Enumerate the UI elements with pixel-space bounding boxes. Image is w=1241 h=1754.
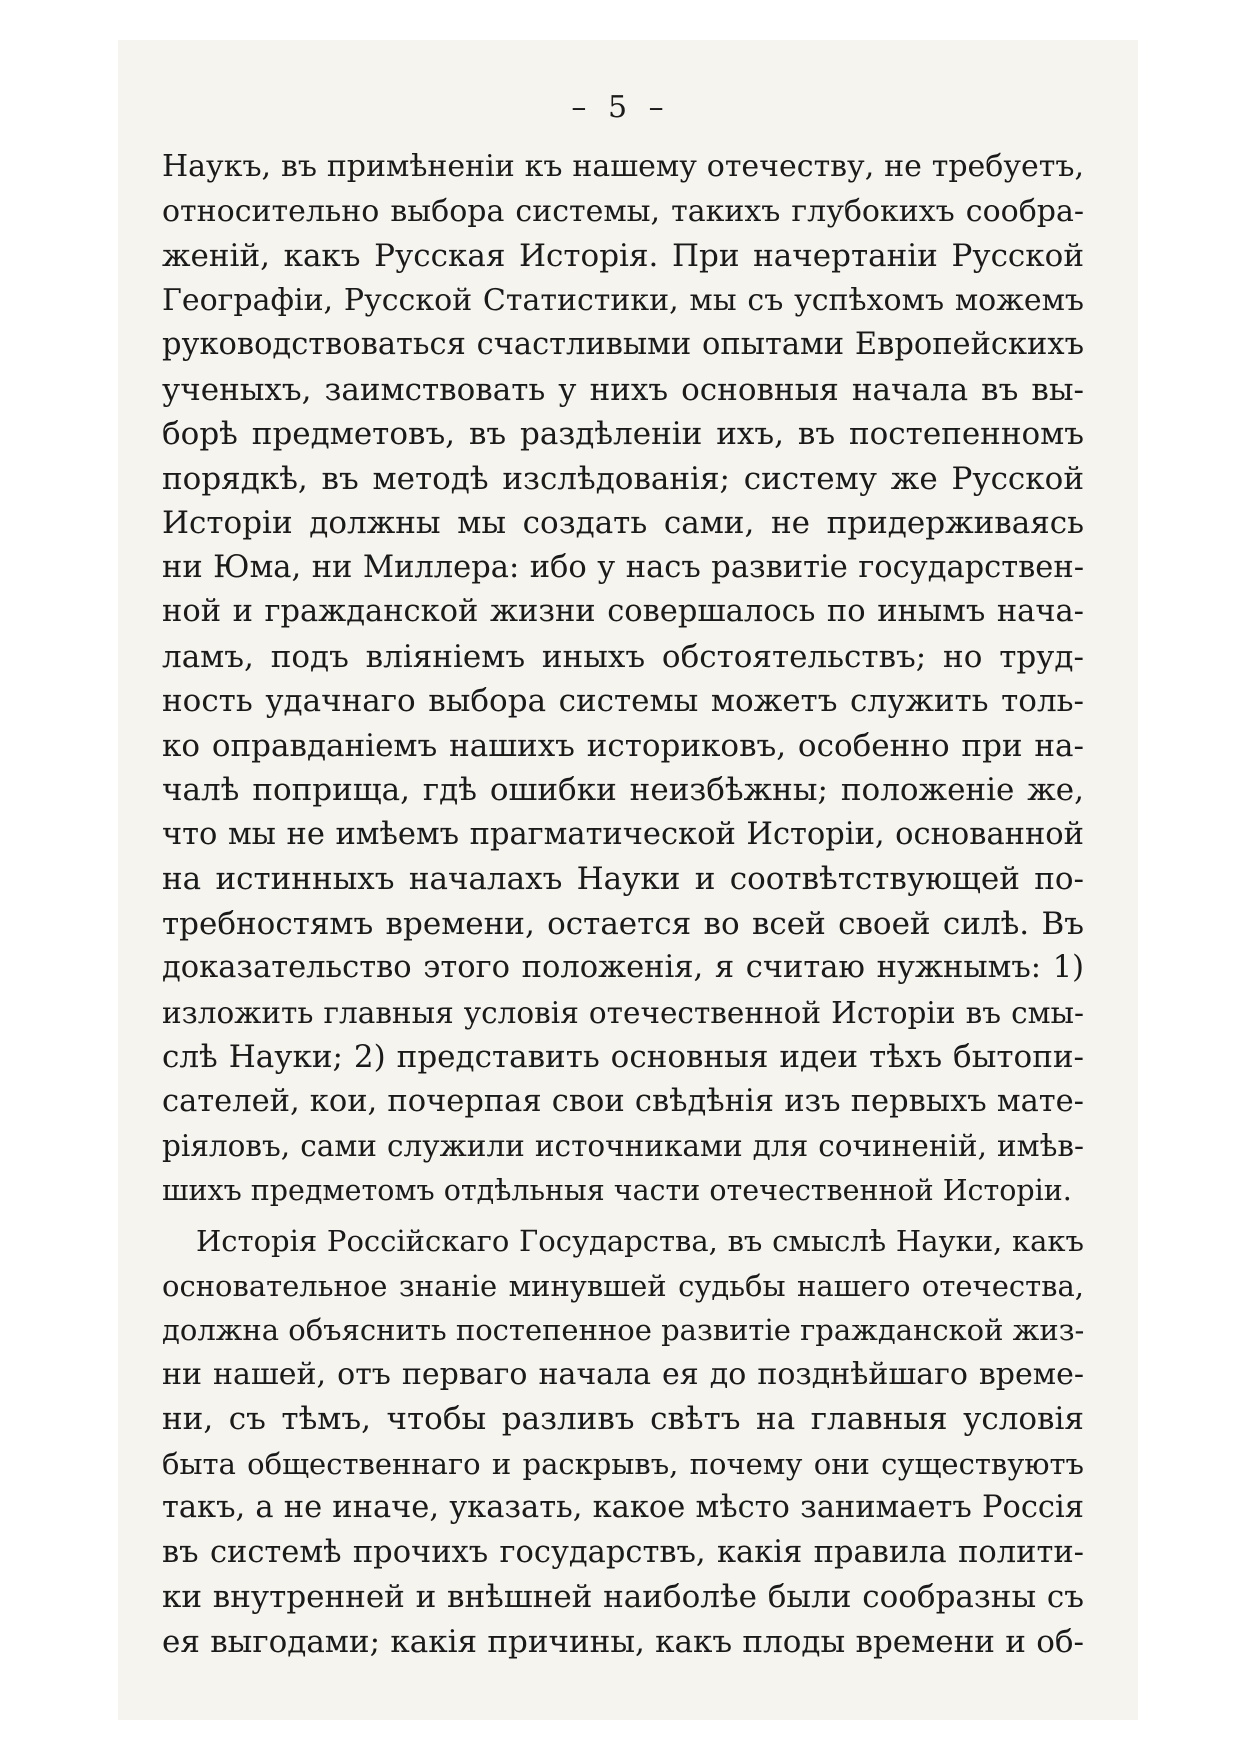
text-line: ки внутренней и внѣшней наиболѣе были сообразны съ — [162, 1579, 1084, 1615]
text-line: борѣ предметовъ, въ раздѣленіи ихъ, въ постепенномъ — [162, 416, 1084, 452]
text-line: ламъ, подъ вліяніемъ иныхъ обстоятельствъ; но труд- — [162, 638, 1084, 675]
paragraph-1 — [162, 145, 1084, 1213]
text-line: ріяловъ, сами служили источниками для сочиненій, имѣв- — [162, 1129, 1084, 1163]
text-line: относительно выбора системы, такихъ глубокихъ сообра- — [162, 193, 1084, 229]
text-line: ной и гражданской жизни совершалось по инымъ нача- — [162, 594, 1084, 629]
text-line: шихъ предметомъ отдѣльныя части отечественной Исторіи. — [162, 1173, 1072, 1207]
text-line: порядкѣ, въ методѣ изслѣдованія; систему же Русской — [162, 460, 1084, 497]
text-line: ея выгодами; какія причины, какъ плоды времени и об- — [162, 1623, 1084, 1660]
text-line: требностямъ времени, остается во всей своей силѣ. Въ — [162, 905, 1084, 942]
text-line: что мы не имѣемъ прагматической Исторіи, основанной — [162, 816, 1084, 852]
text-line: ни, съ тѣмъ, чтобы разливъ свѣтъ на главныя условія — [162, 1401, 1084, 1437]
paragraph-2 — [162, 1219, 1084, 1664]
text-line: на истинныхъ началахъ Науки и соотвѣтствующей по- — [162, 861, 1084, 897]
text-line: женій, какъ Русская Исторія. При начертаніи Русской — [162, 238, 1084, 274]
text-line: должна объяснить постепенное развитіе гражданской жиз- — [162, 1313, 1084, 1347]
text-line: Географіи, Русской Статистики, мы съ успѣхомъ можемъ — [162, 282, 1084, 318]
text-line: ни Юма, ни Миллера: ибо у насъ развитіе государствен- — [162, 549, 1084, 585]
text-line: изложить главныя условія отечественной Исторіи въ смы- — [162, 995, 1084, 1030]
text-line: Исторія Россійскаго Государства, въ смыслѣ Науки, какъ — [196, 1224, 1084, 1258]
text-line: такъ, а не иначе, указать, какое мѣсто занимаетъ Россія — [162, 1490, 1084, 1525]
text-line: доказательство этого положенія, я считаю нужнымъ: 1) — [162, 950, 1084, 985]
text-line: ность удачнаго выбора системы можетъ служить толь- — [162, 683, 1084, 719]
page-number: – 5 – — [571, 90, 670, 125]
body-text — [162, 145, 1084, 1664]
text-line: слѣ Науки; 2) представить основныя идеи тѣхъ бытопи- — [162, 1039, 1084, 1075]
text-line: руководствоваться счастливыми опытами Европейскихъ — [162, 327, 1084, 362]
text-line: ко оправданіемъ нашихъ историковъ, особенно при на- — [162, 727, 1084, 764]
text-line: быта общественнаго и раскрывъ, почему они существуютъ — [162, 1446, 1084, 1481]
text-line: Наукъ, въ примѣненіи къ нашему отечеству, не требуетъ, — [162, 149, 1084, 184]
text-line: сателей, кои, почерпая свои свѣдѣнія изъ первыхъ мате- — [162, 1083, 1084, 1119]
text-line: чалѣ поприща, гдѣ ошибки неизбѣжны; положеніе же, — [162, 772, 1084, 808]
text-line: въ системѣ прочихъ государствъ, какія правила полити- — [162, 1534, 1084, 1570]
text-line: основательное знаніе минувшей судьбы нашего отечества, — [162, 1268, 1084, 1303]
text-line: Исторіи должны мы создать сами, не придерживаясь — [162, 505, 1084, 541]
text-line: ни нашей, отъ перваго начала ея до позднѣйшаго време- — [162, 1356, 1084, 1392]
text-line: ученыхъ, заимствовать у нихъ основныя начала въ вы- — [162, 371, 1084, 408]
